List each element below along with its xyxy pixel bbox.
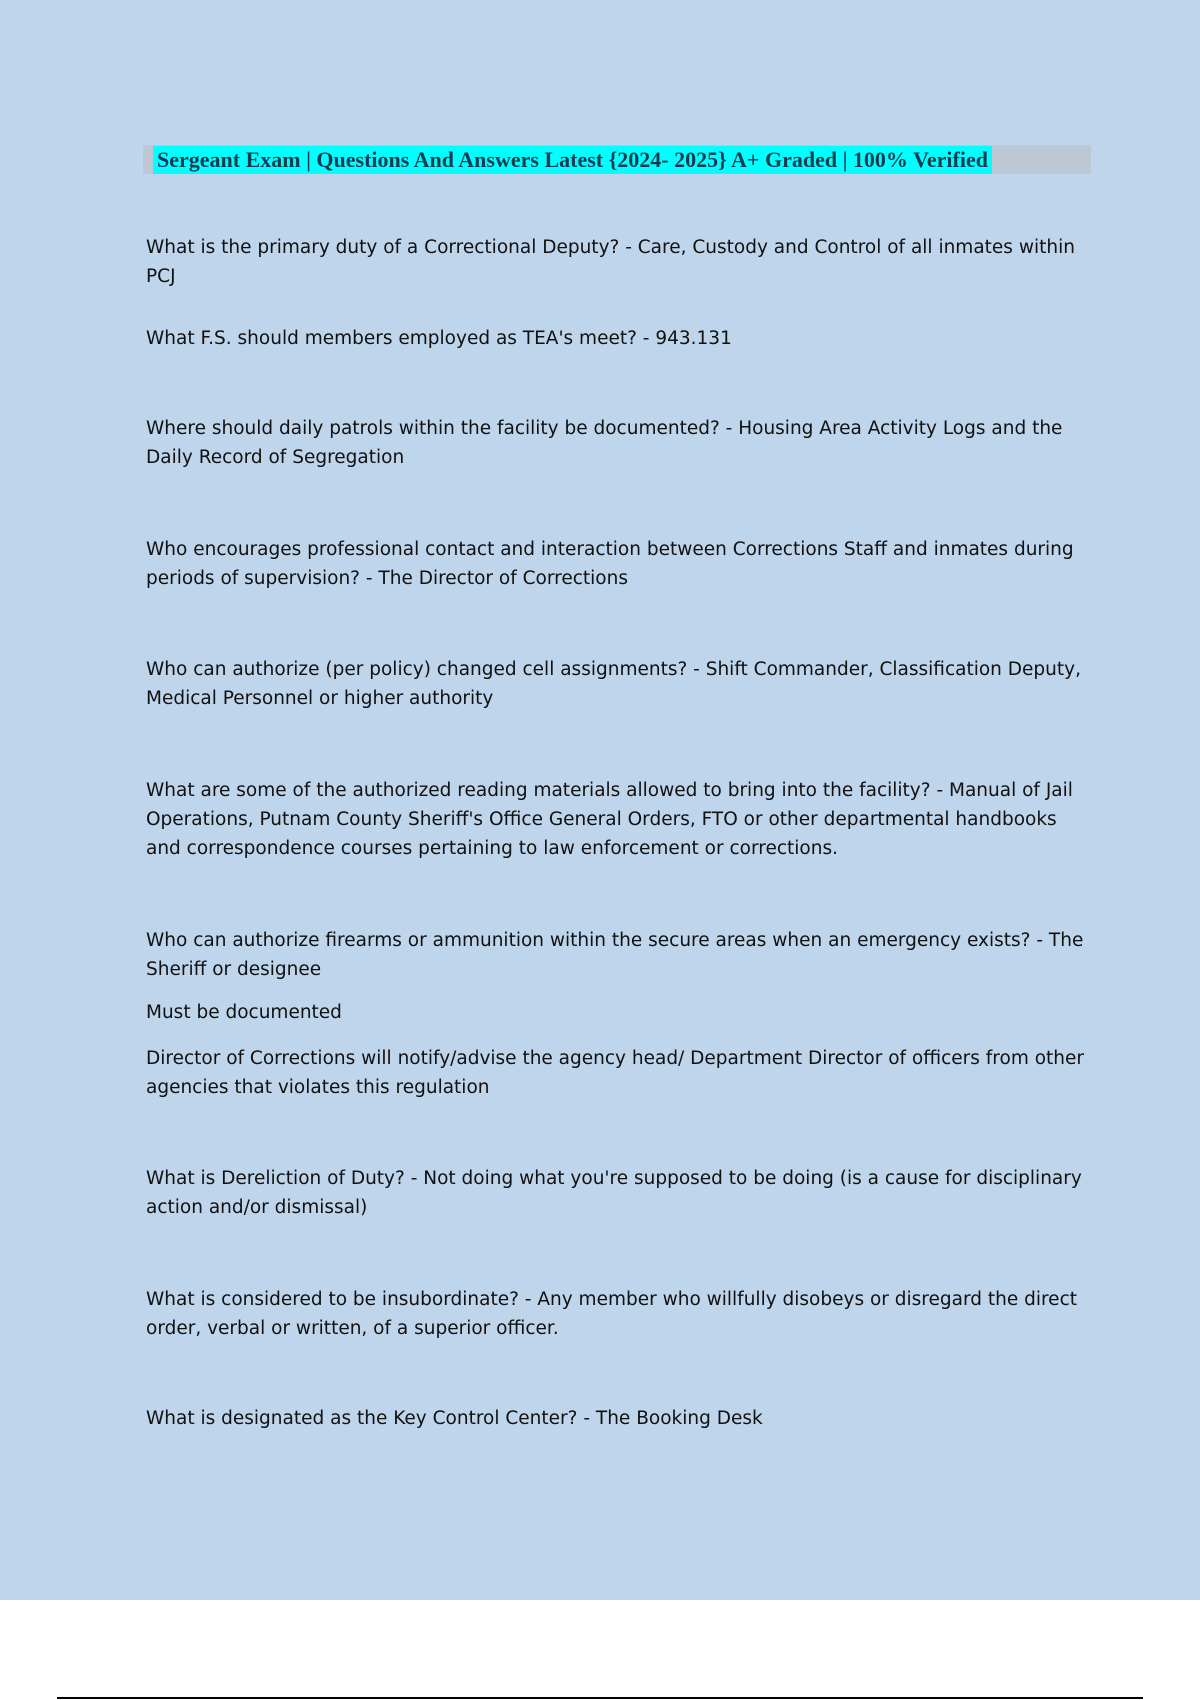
footer-divider bbox=[57, 1697, 1143, 1699]
note-line: Director of Corrections will notify/advise the agency head/ Department Director of officers from other agencies that violates this regulation bbox=[146, 1048, 1085, 1098]
qa-entry: Where should daily patrols within the facility be documented? - Housing Area Activity Logs and the Daily Record of Segregation bbox=[146, 418, 1063, 468]
qa-entry: Who encourages professional contact and interaction between Corrections Staff and inmates during periods of supervision? - The Director of Corrections bbox=[146, 539, 1074, 589]
qa-entry: What is designated as the Key Control Center? - The Booking Desk bbox=[146, 1408, 763, 1429]
document-title: Sergeant Exam | Questions And Answers Latest {2024- 2025} A+ Graded | 100% Verified bbox=[153, 146, 992, 174]
qa-entry: Who can authorize firearms or ammunition within the secure areas when an emergency exists? - The Sheriff or designee bbox=[146, 930, 1084, 980]
note-line: Must be documented bbox=[146, 1002, 342, 1023]
qa-entry: What F.S. should members employed as TEA's meet? - 943.131 bbox=[146, 328, 732, 349]
qa-entry: What are some of the authorized reading materials allowed to bring into the facility? - Manual of Jail Operations, Putnam County Sheriff's Office General Orders, FTO or other departmental handbooks and correspondence courses pertaining to law enforcement or corrections. bbox=[146, 780, 1073, 859]
qa-entry: Who can authorize (per policy) changed cell assignments? - Shift Commander, Classification Deputy, Medical Personnel or higher authority bbox=[146, 659, 1081, 709]
qa-entry: What is Dereliction of Duty? - Not doing what you're supposed to be doing (is a cause for disciplinary action and/or dismissal) bbox=[146, 1168, 1082, 1218]
qa-entry: What is considered to be insubordinate? - Any member who willfully disobeys or disregard the direct order, verbal or written, of a superior officer. bbox=[146, 1289, 1077, 1339]
qa-entry: What is the primary duty of a Correctional Deputy? - Care, Custody and Control of all inmates within PCJ bbox=[146, 237, 1075, 287]
